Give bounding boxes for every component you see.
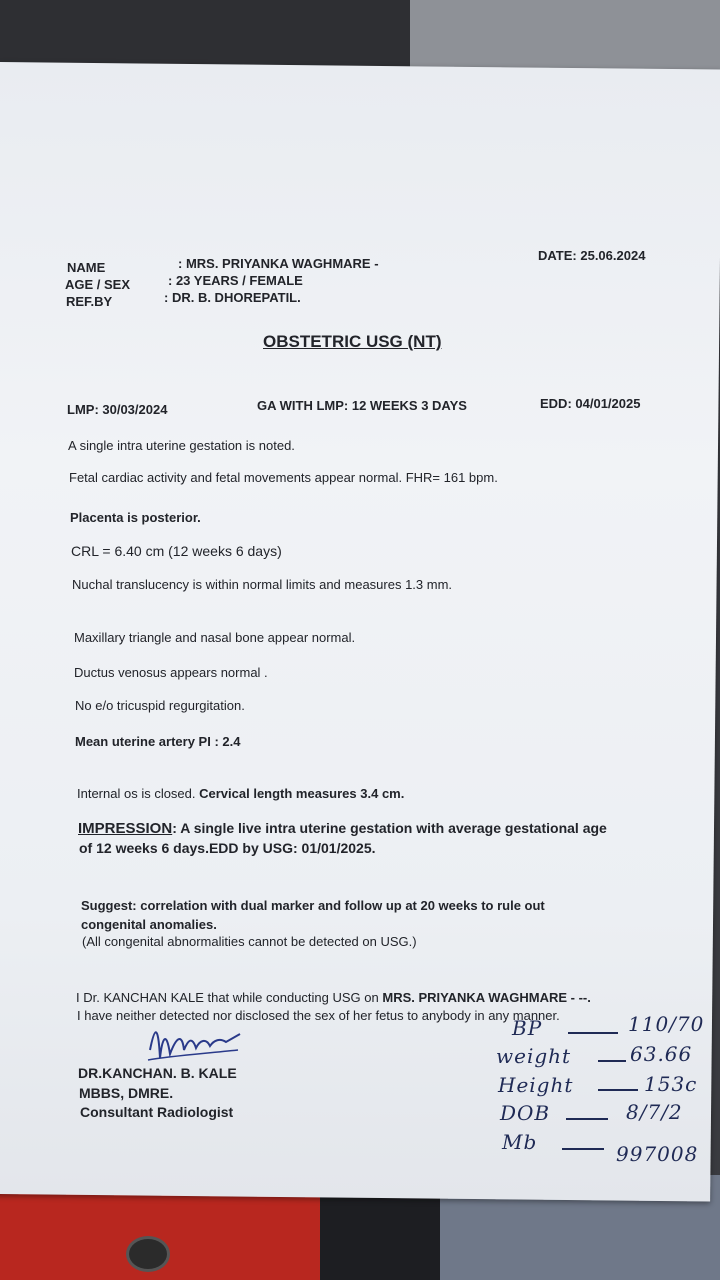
impression-heading: IMPRESSION [78,820,173,837]
finding-tricuspid: No e/o tricuspid regurgitation. [75,698,245,713]
handwritten-mb-value: 997008 [616,1142,699,1166]
handwritten-dash [566,1118,608,1120]
impression-line-1 [78,820,607,837]
declaration-line-2: I have neither detected nor disclosed the sex of her fetus to anybody in any manner. [77,1008,560,1023]
finding-cervix [77,786,404,801]
handwritten-bp-label: BP [512,1016,543,1040]
signatory-name: DR.KANCHAN. B. KALE [78,1065,237,1081]
declaration-line-1 [76,990,591,1005]
impression-text-2: of 12 weeks 6 days.EDD by USG: 01/01/2025. [79,840,376,856]
finding-cardiac-activity: Fetal cardiac activity and fetal movements appear normal. FHR= 161 bpm. [69,470,498,485]
lmp-date: LMP: 30/03/2024 [67,402,168,417]
finding-ductus-venosus: Ductus venosus appears normal . [74,665,268,680]
edd-date: EDD: 04/01/2025 [540,396,641,411]
signatory-degree: MBBS, DMRE. [79,1085,174,1101]
handwritten-mb-label: Mb [502,1130,538,1154]
signature-scribble [140,1010,250,1070]
suggest-line-1: Suggest: correlation with dual marker and follow up at 20 weeks to rule out [81,898,545,913]
finding-nuchal-translucency: Nuchal translucency is within normal limits and measures 1.3 mm. [72,577,453,592]
finding-nasal-bone: Maxillary triangle and nasal bone appear normal. [74,630,356,645]
finding-uterine-artery-pi: Mean uterine artery PI : 2.4 [75,734,241,749]
handwritten-bp-value: 110/70 [628,1012,705,1036]
report-title: OBSTETRIC USG (NT) [263,332,442,351]
handwritten-weight-label: weight [496,1044,572,1068]
finding-placenta: Placenta is posterior. [70,510,201,525]
handwritten-dash [598,1060,626,1062]
handwritten-dash [568,1032,618,1034]
handwritten-height-label: Height [498,1073,574,1097]
suggest-line-3: (All congenital abnormalities cannot be detected on USG.) [82,934,417,949]
handwritten-dash [598,1089,638,1091]
declaration-text: I Dr. KANCHAN KALE that while conducting USG on [76,990,383,1005]
ref-by-label: REF.BY [66,294,113,309]
report-date: DATE: 25.06.2024 [538,248,646,263]
finding-os-closed: Internal os is closed. [77,786,200,801]
signatory-role: Consultant Radiologist [80,1104,234,1120]
finding-cervical-length: Cervical length measures 3.4 cm. [199,786,405,801]
handwritten-dob-label: DOB [500,1101,551,1125]
declaration-patient: MRS. PRIYANKA WAGHMARE - --. [382,990,591,1005]
handwritten-height-value: 153c [644,1072,698,1096]
age-sex-value: : 23 YEARS / FEMALE [168,273,303,288]
handwritten-dash [562,1148,604,1150]
finding-crl: CRL = 6.40 cm (12 weeks 6 days) [71,543,282,559]
name-value: : MRS. PRIYANKA WAGHMARE - [178,256,379,271]
age-sex-label: AGE / SEX [65,277,131,292]
name-label: NAME [67,260,106,275]
ref-by-value: : DR. B. DHOREPATIL. [164,290,301,305]
ga-with-lmp: GA WITH LMP: 12 WEEKS 3 DAYS [257,398,467,413]
handwritten-dob-value: 8/7/2 [626,1100,683,1124]
finding-gestation: A single intra uterine gestation is noted. [68,438,295,453]
handwritten-weight-value: 63.66 [630,1042,693,1066]
suggest-line-2: congenital anomalies. [81,917,217,932]
impression-text-1: : A single live intra uterine gestation with average gestational age [172,820,607,836]
